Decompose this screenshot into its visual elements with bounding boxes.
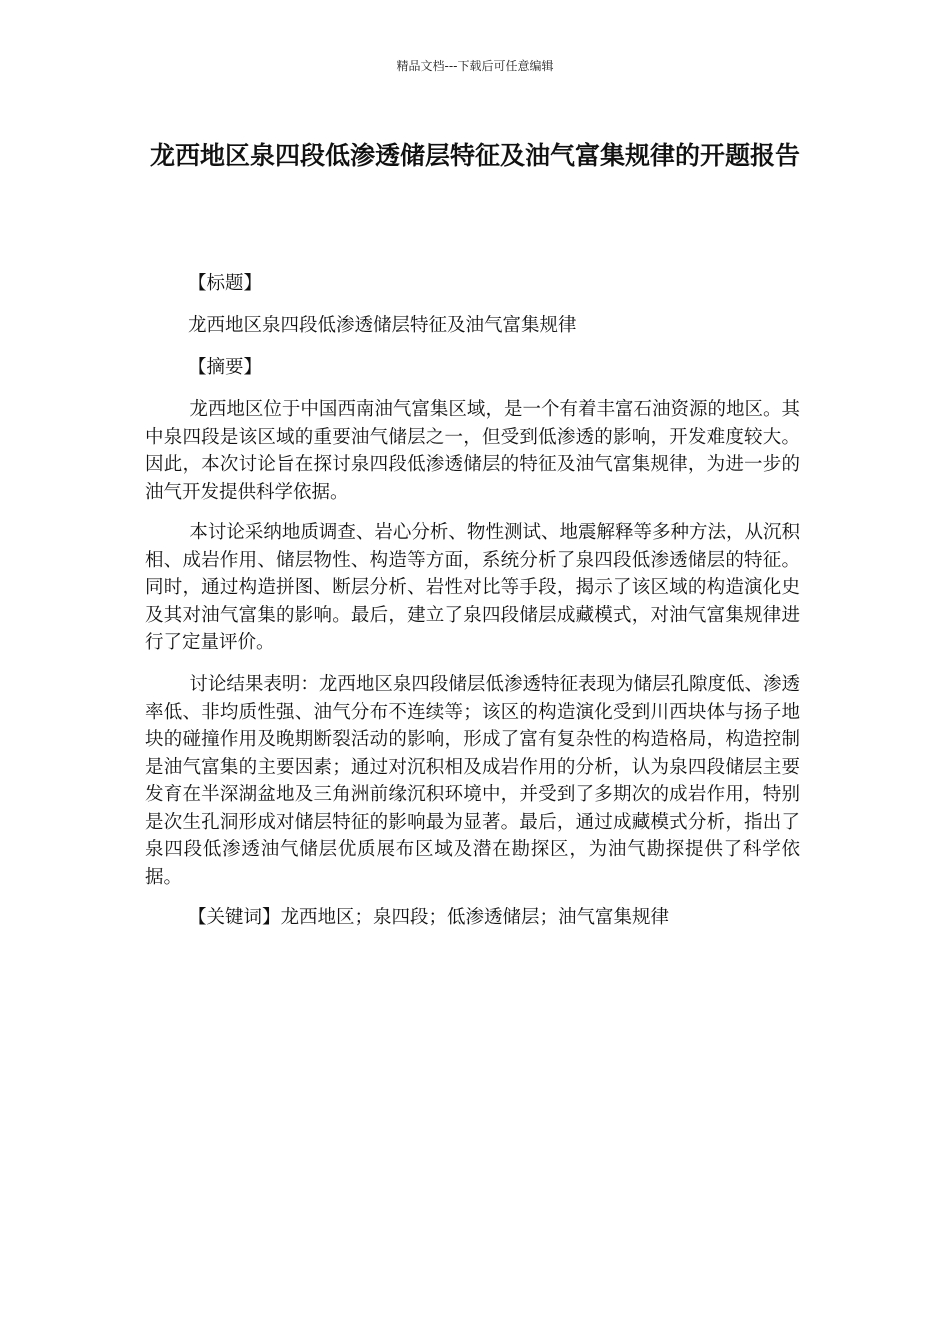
title-label: 【标题】 — [188, 273, 263, 294]
title-text: 龙西地区泉四段低渗透储层特征及油气富集规律 — [188, 315, 577, 336]
document-title: 龙西地区泉四段低渗透储层特征及油气富集规律的开题报告 — [149, 141, 800, 170]
abstract-paragraph-1: 龙西地区位于中国西南油气富集区域，是一个有着丰富石油资源的地区。其中泉四段是该区域的重要油气储层之一，但受到低渗透的影响，开发难度较大。因此，本次讨论旨在探讨泉四段低渗透储层的特征及油气富集规律，为进一步的油气开发提供科学依据。 — [145, 399, 800, 503]
header-note: 精品文档---下载后可任意编辑 — [396, 59, 554, 73]
abstract-paragraph-3: 讨论结果表明：龙西地区泉四段储层低渗透特征表现为储层孔隙度低、渗透率低、非均质性强、油气分布不连续等；该区的构造演化受到川西块体与扬子地块的碰撞作用及晚期断裂活动的影响，形成了富有复杂性的构造格局，构造控制是油气富集的主要因素；通过对沉积相及成岩作用的分析，认为泉四段储层主要发育在半深湖盆地及三角洲前缘沉积环境中，并受到了多期次的成岩作用，特别是次生孔洞形成对储层特征的影响最为显著。最后，通过成藏模式分析，指出了泉四段低渗透油气储层优质展布区域及潜在勘探区，为油气勘探提供了科学依据。 — [145, 674, 800, 888]
abstract-label: 【摘要】 — [188, 357, 263, 378]
abstract-paragraph-2: 本讨论采纳地质调查、岩心分析、物性测试、地震解释等多种方法，从沉积相、成岩作用、储层物性、构造等方面，系统分析了泉四段低渗透储层的特征。同时，通过构造拼图、断层分析、岩性对比等手段，揭示了该区域的构造演化史及其对油气富集的影响。最后，建立了泉四段储层成藏模式，对油气富集规律进行了定量评价。 — [145, 522, 800, 653]
keywords-line: 【关键词】龙西地区；泉四段；低渗透储层；油气富集规律 — [188, 907, 670, 928]
